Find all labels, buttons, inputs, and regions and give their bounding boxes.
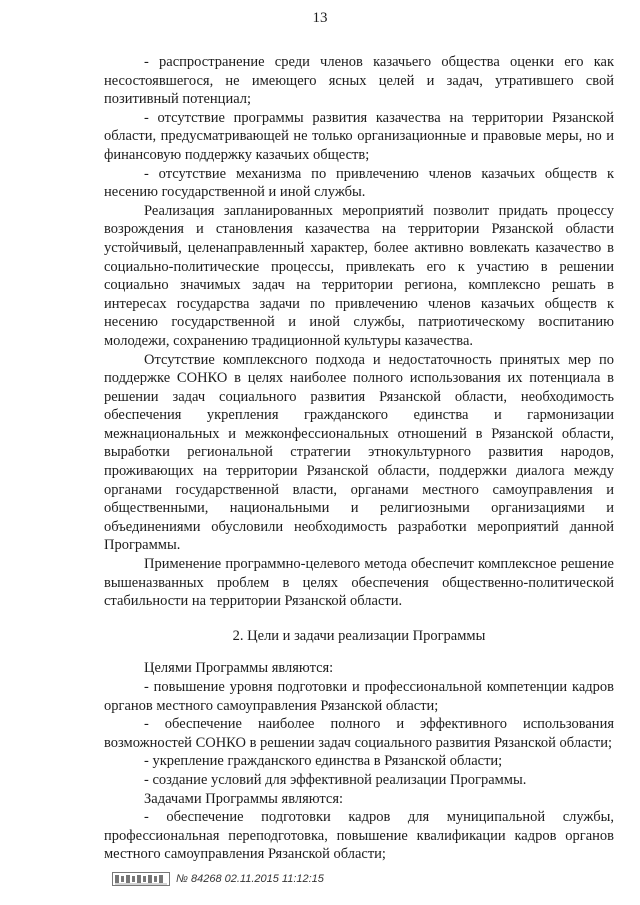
goal-item: - укрепление гражданского единства в Рязанской области;: [144, 753, 503, 770]
document-body: [104, 53, 614, 864]
goals-intro: Целями Программы являются:: [144, 660, 334, 677]
goal-item: - создание условий для эффективной реализации Программы.: [144, 771, 527, 788]
page-number: 13: [312, 10, 328, 26]
task-item: - обеспечение подготовки кадров для муниципальной службы, профессиональная переподготовка, повышение квалификации кадров органов местного самоуправления Рязанской области;: [104, 809, 614, 863]
paragraph: - отсутствие программы развития казачества на территории Рязанской области, предусматривающей не только организационные и правовые меры, но и финансовую поддержку казачьих обществ;: [104, 109, 614, 163]
document-registration-mark: № 84268 02.11.2015 11:12:15: [176, 873, 324, 885]
footer: [112, 872, 324, 886]
goal-item: - обеспечение наиболее полного и эффективного использования возможностей СОНКО в решении задач социального развития Рязанской области;: [104, 716, 614, 751]
paragraph: - отсутствие механизма по привлечению членов казачьих обществ к несению государственной и иной службы.: [104, 165, 614, 201]
paragraph: - распространение среди членов казачьего общества оценки его как несостоявшегося, не имеющего ясных целей и задач, утратившего свой позитивный потенциал;: [104, 54, 614, 108]
goal-item: - повышение уровня подготовки и профессиональной компетенции кадров органов местного самоуправления Рязанской области;: [104, 679, 614, 714]
section-heading: 2. Цели и задачи реализации Программы: [232, 627, 486, 644]
paragraph: Применение программно-целевого метода обеспечит комплексное решение вышеназванных проблем в целях обеспечения общественно-политической стабильности на территории Рязанской области.: [104, 556, 614, 610]
tasks-intro: Задачами Программы являются:: [144, 790, 344, 807]
registry-stamp-icon: [112, 872, 170, 886]
paragraph: Отсутствие комплексного подхода и недостаточность принятых мер по поддержке СОНКО в целях наиболее полного использования их потенциала в решении задач социального развития Рязанской области, необходимость обеспечения укрепления гражданского единства и гармонизации межнациональных и межконфессиональных отношений в Рязанской области, выработки региональной стратегии этнокультурного развития народов, проживающих на территории Рязанской области, поддержки диалога между органами государственной власти, органами местного самоуправления и общественными, национальными и религиозными организациями и объединениями обусловили необходимость разработки мероприятий данной Программы.: [104, 351, 614, 554]
paragraph: Реализация запланированных мероприятий позволит придать процессу возрождения и становления казачества на территории Рязанской области устойчивый, целенаправленный характер, более активно вовлекать казачество в социально-политические процессы, привлекать его к участию в решении социально значимых задач на территории региона, комплексно решать в интересах государства задачи по привлечению членов казачьих обществ к несению государственной и иной службы, патриотическому воспитанию молодежи, сохранению традиционной культуры казачества.: [104, 202, 614, 349]
